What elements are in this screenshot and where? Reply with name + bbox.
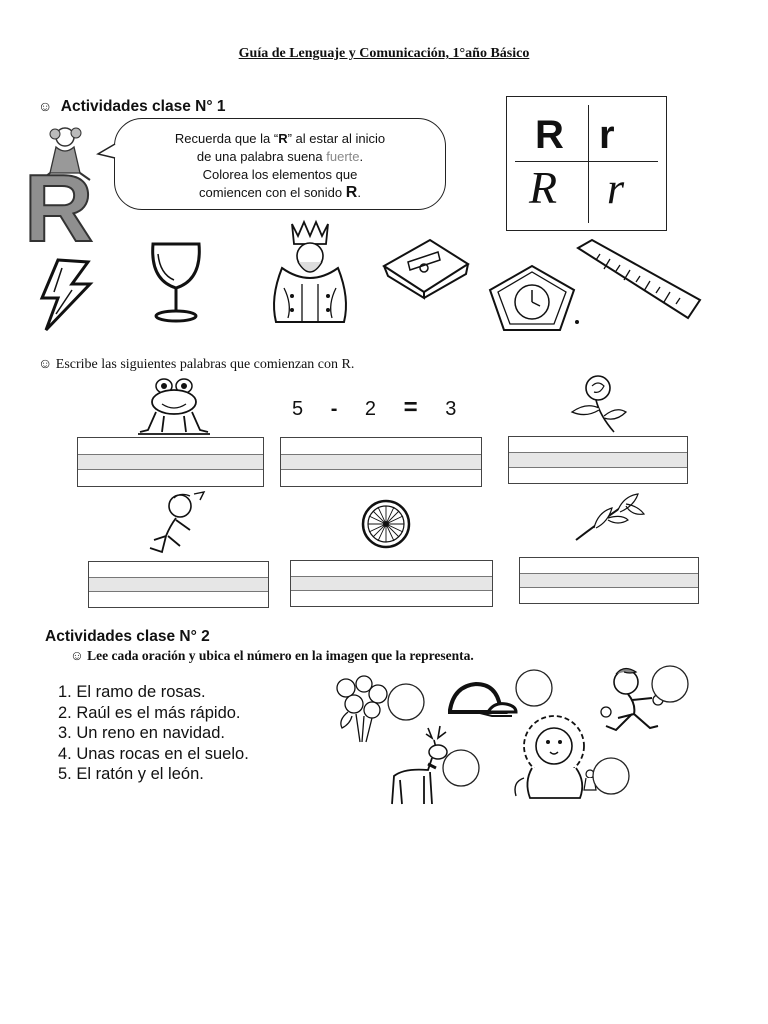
answer-circle-2[interactable]	[512, 668, 556, 708]
child-icon	[140, 490, 206, 556]
lowercase-r-print: r	[599, 113, 615, 157]
bubble-text: comiencen con el sonido	[199, 185, 346, 200]
list-item: 4. Unas rocas en el suelo.	[58, 744, 249, 763]
sentence-list	[58, 682, 249, 785]
section3-instruction: ☺ Lee cada oración y ubica el número en la imagen que la representa.	[70, 648, 474, 663]
lowercase-r-cursive: r	[607, 164, 625, 213]
bubble-text: .	[357, 185, 361, 200]
list-item: 1. El ramo de rosas.	[58, 683, 206, 701]
writing-lines-branch[interactable]	[519, 557, 699, 604]
answer-circle-4[interactable]	[440, 748, 482, 788]
bubble-text: .	[359, 149, 364, 164]
ruler-icon	[570, 238, 704, 322]
bubble-tail-icon	[96, 140, 120, 164]
writing-lines-frog[interactable]	[77, 437, 264, 487]
writing-lines-rose[interactable]	[508, 436, 688, 484]
answer-circle-5[interactable]	[590, 756, 632, 796]
pencil-sharpener-icon	[380, 236, 472, 300]
page-title: Guía de Lenguaje y Comunicación, 1°año Básico	[238, 46, 530, 61]
equation-equals: =	[403, 394, 418, 421]
section1-heading-row	[38, 98, 225, 116]
uppercase-r-print: R	[535, 113, 564, 157]
bubble-text: de una palabra suena	[196, 149, 327, 164]
letter-r-box	[506, 96, 667, 231]
uppercase-r-cursive: R	[529, 162, 558, 213]
lion-and-mouse-icon	[510, 712, 600, 804]
writing-lines-wheel[interactable]	[290, 560, 493, 607]
answer-circle-1[interactable]	[386, 682, 426, 722]
branch-icon	[572, 490, 648, 546]
equation-result: 3	[445, 398, 457, 420]
smiley-icon: ☺	[38, 100, 53, 115]
king-icon	[262, 218, 358, 328]
bubble-text: Colorea los elementos que	[202, 167, 358, 182]
writing-lines-child[interactable]	[88, 561, 269, 608]
list-item: 5. El ratón y el león.	[58, 765, 204, 783]
equation-minus: -	[330, 398, 338, 420]
lightning-icon	[28, 258, 96, 334]
answer-circle-3[interactable]	[650, 664, 690, 704]
bubble-text-highlight: fuerte	[326, 149, 360, 164]
list-item: 3. Un reno en navidad.	[58, 724, 225, 742]
section3-heading: Actividades clase N° 2	[45, 628, 210, 645]
big-letter-r: R	[24, 155, 94, 262]
frog-icon	[138, 376, 210, 438]
rose-icon	[566, 372, 628, 434]
wine-glass-icon	[148, 240, 204, 324]
rocks-icon	[446, 678, 518, 718]
wheel-icon	[360, 498, 412, 550]
section2-instruction: ☺ Escribe las siguientes palabras que comienzan con R.	[38, 357, 355, 372]
bubble-text: ” al estar al inicio	[287, 131, 386, 146]
bubble-text-bold: R	[278, 131, 288, 146]
equation-operand-a: 5	[292, 398, 304, 420]
instruction-speech-bubble	[114, 118, 446, 210]
equation	[292, 394, 456, 422]
bubble-text: Recuerda que la “	[174, 131, 279, 146]
bubble-text-bold: R	[345, 184, 358, 201]
writing-lines-equation[interactable]	[280, 437, 482, 487]
equation-operand-b: 2	[364, 398, 377, 420]
list-item: 2. Raúl es el más rápido.	[58, 703, 241, 722]
bouquet-of-roses-icon	[332, 676, 392, 746]
section1-heading: Actividades clase N° 1	[60, 98, 226, 115]
